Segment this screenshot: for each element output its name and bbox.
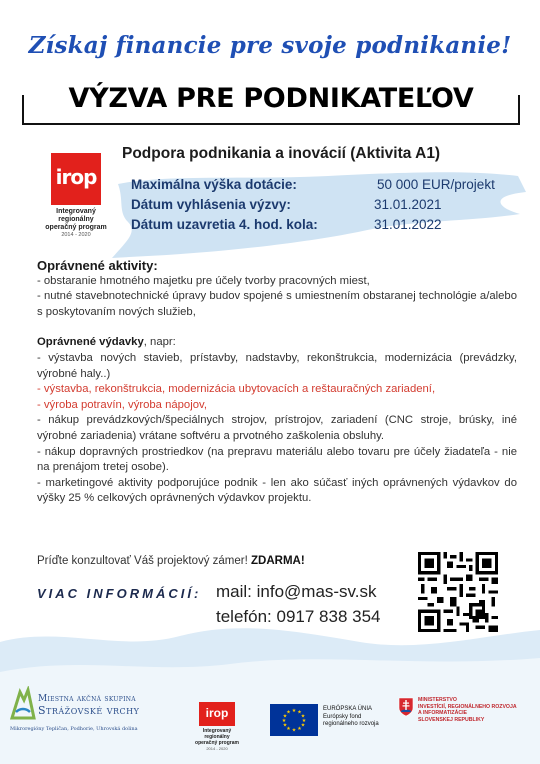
svg-text:★: ★ [282, 722, 288, 729]
svg-text:★: ★ [282, 713, 288, 720]
eu-text: EURÓPSKA ÚNIA Európsky fond regionálneho rozvoja [323, 706, 379, 727]
activities-heading: Oprávnené aktivity: [37, 258, 158, 273]
detail-start-date-label: Dátum vyhlásenia výzvy: [131, 197, 291, 212]
svg-text:★: ★ [281, 718, 287, 724]
svg-text:★: ★ [297, 709, 302, 716]
mas-line2: Strážovské vrchy [38, 704, 140, 717]
contact-phone[interactable]: telefón: 0917 838 354 [216, 607, 381, 626]
title-box [22, 83, 520, 125]
svg-text:★: ★ [291, 708, 297, 714]
slogan: Získaj financie pre svoje podnikanie! [28, 32, 512, 59]
footer-irop-years: 2014 - 2020 [206, 746, 228, 751]
more-info-label: VIAC INFORMÁCIÍ: [37, 586, 202, 601]
irop-logo-block [38, 153, 114, 238]
contact-mail[interactable]: mail: info@mas-sv.sk [216, 582, 377, 601]
ministry-text: MINISTERSTVO INVESTÍCIÍ, REGIONÁLNEHO ROZVOJA A INFORMATIZÁCIE SLOVENSKEJ REPUBLIKY [418, 697, 517, 723]
irop-years: 2014 - 2020 [61, 232, 91, 238]
footer-irop-block [190, 702, 244, 751]
detail-max-amount-value: 50 000 EUR/projekt [377, 177, 495, 192]
irop-caption: Integrovaný regionálny operačný program [45, 208, 107, 231]
irop-logo: irop [51, 153, 101, 205]
svg-text:★: ★ [300, 722, 306, 729]
expense-item: - výstavba, rekonštrukcia, modernizácia ubytovacích a reštauračných zariadení, [37, 383, 436, 396]
expenses-heading-line: Oprávnené výdavky, napr: [37, 336, 176, 349]
eu-stars-icon [270, 704, 318, 736]
svg-text:★: ★ [297, 726, 302, 732]
detail-end-date-value: 31.01.2022 [374, 217, 442, 232]
activity-item: - nutné stavebnotechnické úpravy budov spojené s umiestnením obstaranej technológie a/alebo s poskytovaním nových služieb, [37, 290, 517, 318]
slovak-coat-of-arms-icon [398, 697, 414, 717]
svg-text:★: ★ [291, 727, 297, 734]
expense-item: - nákup prevádzkových/špeciálnych strojov, prístrojov, zariadení (CNC stroje, brúsky, iné výrobné zariadenia) vrátane softvéru a prvotného zaškolenia obsluhy. [37, 414, 517, 442]
detail-max-amount-label: Maximálna výška dotácie: [131, 177, 297, 192]
expense-item: - nákup dopravných prostriedkov (na prepravu materiálu alebo tovaru pre účely žiadateľa - nie na prenájom tretej osobe). [37, 445, 517, 474]
svg-text:★: ★ [286, 709, 291, 716]
consult-line: Príďte konzultovať Váš projektový zámer! ZDARMA! [37, 555, 305, 567]
eu-flag-icon [270, 704, 318, 736]
svg-text:★: ★ [301, 718, 307, 724]
expense-item: - výroba potravín, výroba nápojov, [37, 398, 207, 411]
expense-item: - marketingové aktivity podporujúce podnik - len ako súčasť iných oprávnených výdavkov do výšky 25 % celkových oprávnených výdavkov projektu. [37, 476, 517, 505]
mountain-logo-icon [10, 686, 36, 722]
mas-line3: Mikroregióny Tepličan, Podhorie, Uhrovská dolina [10, 726, 138, 732]
page-title: VÝZVA PRE PODNIKATEĽOV [22, 83, 520, 114]
svg-text:★: ★ [300, 713, 306, 720]
footer-wave-background [0, 612, 540, 764]
expense-item: - výstavba nových stavieb, prístavby, nadstavby, rekonštrukcia, modernizácia (prevádzky, výrobné haly..) [37, 351, 517, 380]
detail-start-date-value: 31.01.2021 [374, 197, 442, 212]
body-text [37, 258, 517, 507]
footer-irop-caption: Integrovaný regionálny operačný program [195, 728, 239, 746]
subtitle: Podpora podnikania a inovácií (Aktivita A1) [122, 145, 441, 162]
svg-text:★: ★ [286, 726, 291, 732]
detail-end-date-label: Dátum uzavretia 4. hod. kola: [131, 217, 318, 232]
activity-item: - obstaranie hmotného majetku pre účely tvorby pracovných miest, [37, 274, 370, 287]
qr-code[interactable] [418, 552, 498, 632]
mas-line1: Miestna akčná skupina [38, 694, 136, 704]
footer-irop-logo: irop [199, 702, 235, 726]
